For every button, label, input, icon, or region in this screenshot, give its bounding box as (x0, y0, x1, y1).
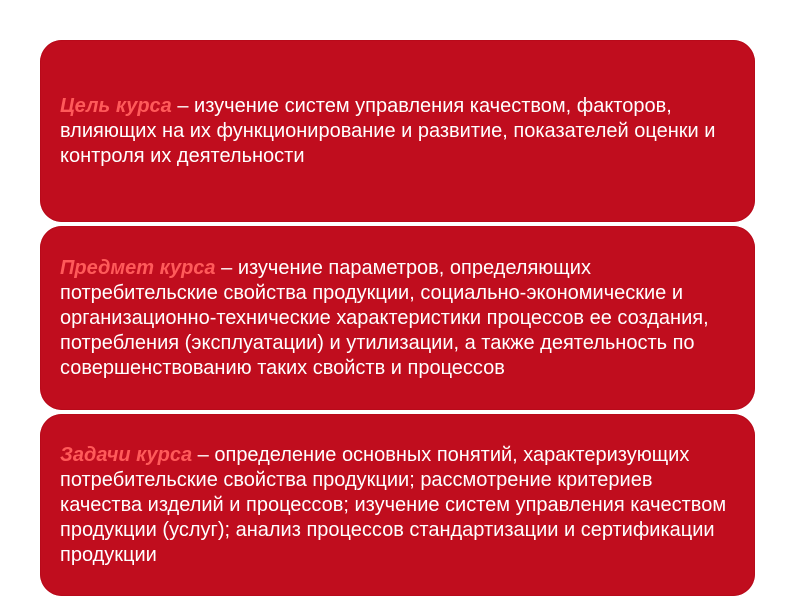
course-goal-block (40, 40, 755, 222)
course-tasks-dash: – (192, 443, 215, 466)
course-goal-text: изучение систем управления качеством, факторов, влияющих на их функционирование и развитие, показателей оценки и контроля их деятельности (60, 94, 716, 167)
course-goal-dash: – (171, 94, 195, 117)
course-subject-text: изучение параметров, определяющих потребительские свойства продукции, социально-экономические и организационно-технические характеристики процессов ее создания, потребления (эксплуатации) и утилизации, а также деятельность по совершенствованию таких свойств и процессов (60, 256, 709, 379)
course-tasks-block (40, 414, 755, 596)
course-tasks-term: Задачи курса (60, 443, 193, 466)
course-subject-block (40, 226, 755, 410)
course-tasks-paragraph (60, 443, 735, 568)
course-goal-paragraph (60, 94, 735, 169)
course-tasks-text: определение основных понятий, характеризующих потребительские свойства продукции; рассмотрение критериев качества изделий и процессов; изучение систем управления качеством продукции (услуг); анализ процессов стандартизации и сертификации продукции (60, 443, 727, 566)
course-goal-term: Цель курса (60, 94, 172, 117)
course-subject-term: Предмет курса (60, 256, 216, 279)
course-subject-paragraph (60, 256, 735, 381)
course-subject-dash: – (215, 256, 238, 279)
